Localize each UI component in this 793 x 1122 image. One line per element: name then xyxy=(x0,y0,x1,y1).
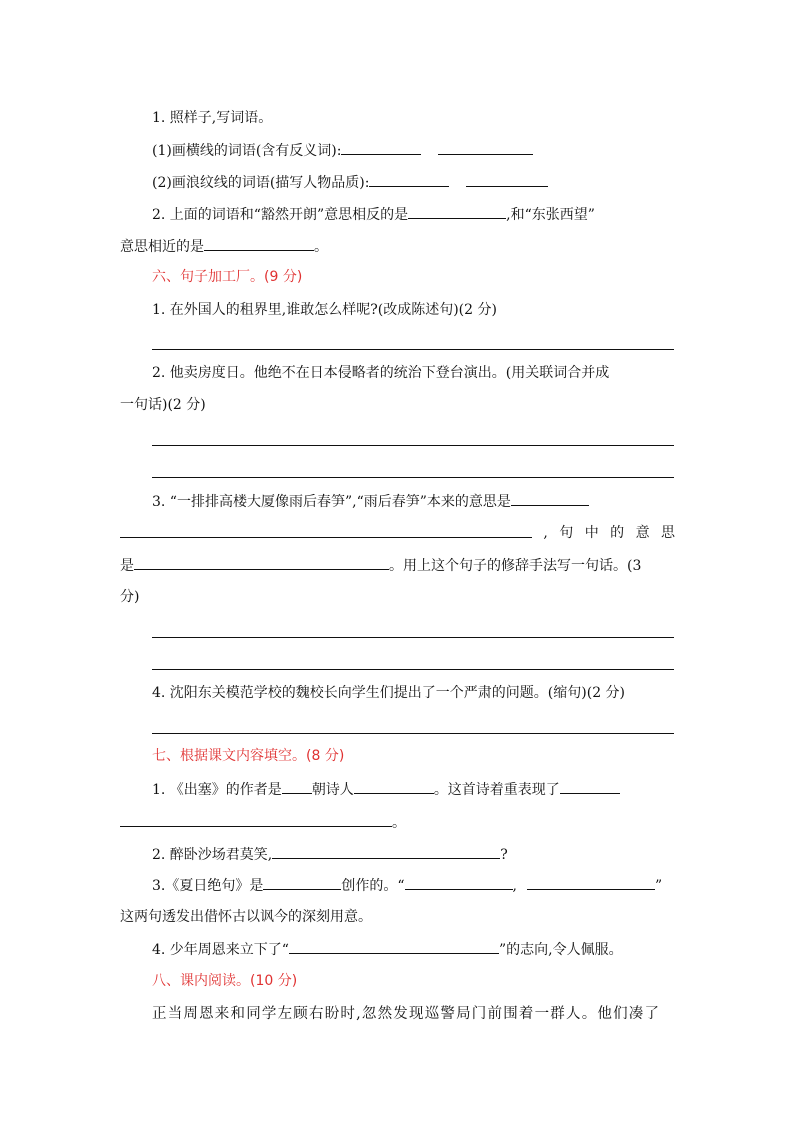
question-6-3: 3. “一排排高楼大厦像雨后春笋”,“雨后春笋”本来的意思是 xyxy=(152,491,675,512)
answer-line[interactable] xyxy=(152,637,674,638)
answer-blank[interactable] xyxy=(289,939,499,954)
answer-blank[interactable] xyxy=(263,875,341,890)
question-5-1: 1. 照样子,写词语。 xyxy=(152,110,273,126)
reading-passage: 正当周恩来和同学左顾右盼时,忽然发现巡警局门前围着一群人。他们凑了 xyxy=(152,1006,661,1022)
question-7-4: 4. 少年周恩来立下了“ ”的志向,令人佩服。 xyxy=(152,939,675,960)
answer-blank[interactable] xyxy=(466,172,548,187)
answer-line[interactable] xyxy=(152,445,674,446)
question-6-2-cont: 一句话)(2 分) xyxy=(120,397,206,413)
question-7-1: 1. 《出塞》的作者是 朝诗人 。这首诗着重表现了 xyxy=(152,779,675,800)
answer-blank[interactable] xyxy=(405,875,513,890)
question-7-2: 2. 醉卧沙场君莫笑, ? xyxy=(152,844,675,865)
question-6-1: 1. 在外国人的租界里,谁敢怎么样呢?(改成陈述句)(2 分) xyxy=(152,302,497,318)
answer-line[interactable] xyxy=(152,349,674,350)
answer-line[interactable] xyxy=(152,733,674,734)
answer-line[interactable] xyxy=(152,669,674,670)
question-6-4: 4. 沈阳东关模范学校的魏校长向学生们提出了一个严肃的问题。(缩句)(2 分) xyxy=(152,685,626,701)
question-7-3-cont: 这两句透发出借怀古以讽今的深刻用意。 xyxy=(120,909,372,925)
question-6-3-line4: 分) xyxy=(120,589,140,605)
answer-blank[interactable] xyxy=(282,779,312,794)
question-5-2: 2. 上面的词语和“豁然开朗”意思相反的是 ,和“东张西望” xyxy=(152,204,675,225)
question-6-2: 2. 他卖房度日。他绝不在日本侵略者的统治下登台演出。(用关联词合并成 xyxy=(152,365,610,381)
answer-blank[interactable] xyxy=(204,236,314,251)
question-6-3-line2: , 句 中 的 意 思 xyxy=(120,523,675,543)
answer-blank[interactable] xyxy=(527,875,655,890)
question-5-2-cont: 意思相近的是 。 xyxy=(120,236,675,257)
answer-line[interactable] xyxy=(152,477,674,478)
answer-blank[interactable] xyxy=(354,779,434,794)
answer-blank[interactable] xyxy=(134,555,389,570)
answer-blank[interactable] xyxy=(560,779,620,794)
answer-blank[interactable] xyxy=(120,523,532,538)
question-5-1-b: (2)画浪纹线的词语(描写人物品质): xyxy=(152,172,675,193)
section-8-title: 八、课内阅读。(10 分) xyxy=(152,973,298,989)
question-7-3: 3.《夏日绝句》是 创作的。“ , ” xyxy=(152,875,675,896)
answer-blank[interactable] xyxy=(341,140,421,155)
answer-blank[interactable] xyxy=(120,812,392,827)
section-6-title: 六、句子加工厂。(9 分) xyxy=(152,269,303,285)
question-6-3-line3: 是 。用上这个句子的修辞手法写一句话。(3 xyxy=(120,555,675,576)
answer-blank[interactable] xyxy=(511,491,589,506)
section-7-title: 七、根据课文内容填空。(8 分) xyxy=(152,748,345,764)
answer-blank[interactable] xyxy=(438,140,533,155)
answer-blank[interactable] xyxy=(369,172,449,187)
answer-blank[interactable] xyxy=(408,204,506,219)
question-7-1-cont: 。 xyxy=(120,812,675,833)
answer-blank[interactable] xyxy=(272,844,500,859)
question-5-1-a: (1)画横线的词语(含有反义词): xyxy=(152,140,675,161)
